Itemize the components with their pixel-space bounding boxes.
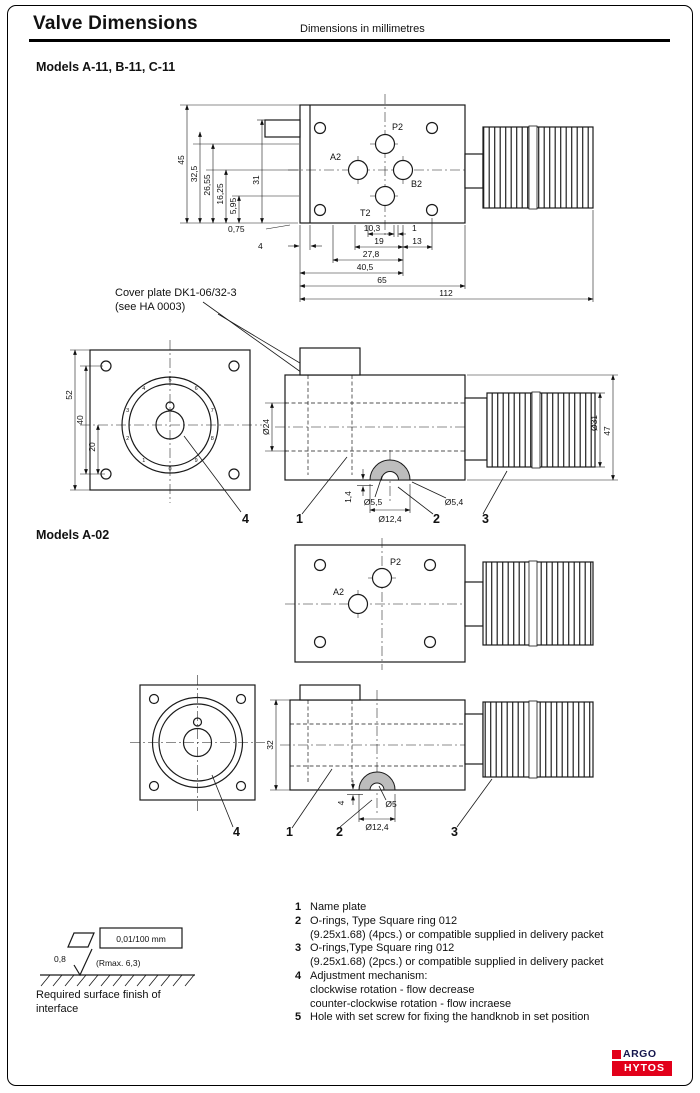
roughness-value: 0,8 bbox=[54, 954, 66, 964]
a02-top-view-drawing bbox=[280, 538, 620, 678]
page-title: Valve Dimensions bbox=[33, 13, 198, 34]
callout-1: 1 bbox=[286, 825, 293, 839]
legend-num-5: 5 bbox=[295, 1011, 302, 1024]
dim-dia5-5: Ø5,5 bbox=[363, 497, 383, 507]
callout-1: 1 bbox=[296, 512, 303, 526]
legend-num-1: 1 bbox=[295, 901, 302, 913]
legend-item-5 bbox=[295, 1011, 687, 1025]
surface-caption-line1: Required surface finish of bbox=[36, 989, 161, 1001]
dim-dia5-4: Ø5,4 bbox=[444, 497, 464, 507]
argo-hytos-logo bbox=[612, 1048, 672, 1076]
port-label-b2: B2 bbox=[411, 179, 423, 189]
legend-text: Adjustment mechanism: bbox=[310, 969, 428, 982]
svg-text:6: 6 bbox=[194, 386, 198, 392]
legend-item-3 bbox=[295, 942, 687, 970]
svg-text:9: 9 bbox=[194, 458, 198, 464]
dim-4: 4 bbox=[336, 800, 346, 806]
handknob-top-view bbox=[465, 126, 593, 209]
dim-31: 31 bbox=[251, 175, 261, 185]
logo-red-square bbox=[612, 1050, 621, 1059]
a11-front-side-drawing bbox=[55, 335, 655, 535]
cover-plate-note-line2: (see HA 0003) bbox=[115, 301, 186, 313]
port-label-p2: P2 bbox=[392, 122, 404, 132]
legend-text: counter-clockwise rotation - flow incraese bbox=[310, 997, 512, 1010]
dim-1: 1 bbox=[412, 223, 417, 233]
hatching bbox=[41, 975, 194, 986]
svg-text:2: 2 bbox=[126, 435, 130, 442]
callout-2: 2 bbox=[433, 512, 440, 526]
callout-3: 3 bbox=[482, 512, 489, 526]
valve-body-outline bbox=[285, 538, 478, 670]
svg-text:8: 8 bbox=[210, 435, 214, 442]
callout-2: 2 bbox=[336, 825, 343, 839]
legend-item-4 bbox=[295, 970, 687, 1011]
legend-num-3: 3 bbox=[295, 942, 302, 955]
legend-item-1 bbox=[295, 901, 687, 915]
mounting-flange-view bbox=[130, 675, 265, 839]
roughness-symbol bbox=[74, 949, 92, 975]
svg-text:0: 0 bbox=[168, 466, 172, 473]
section-heading-a02: Models A-02 bbox=[36, 528, 110, 542]
svg-text:7: 7 bbox=[210, 408, 214, 415]
callout-4: 4 bbox=[242, 512, 249, 526]
dim-0-75: 0,75 bbox=[228, 224, 245, 234]
dim-40-5: 40,5 bbox=[356, 262, 374, 272]
dim-65: 65 bbox=[377, 275, 387, 285]
section-heading-a11: Models A-11, B-11, C-11 bbox=[36, 60, 176, 74]
logo-hytos-text: HYTOS bbox=[612, 1061, 672, 1076]
legend-text: (9.25x1.68) (2pcs.) or compatible supplied in delivery packet bbox=[310, 956, 604, 969]
dim-13: 13 bbox=[412, 236, 422, 246]
dim-47: 47 bbox=[602, 426, 612, 436]
port-label-p2: P2 bbox=[390, 557, 402, 567]
dim-10-3: 10,3 bbox=[363, 223, 381, 233]
svg-text:3: 3 bbox=[126, 408, 130, 415]
dim-112: 112 bbox=[439, 288, 453, 298]
legend-text: Name plate bbox=[310, 901, 367, 913]
handknob-side-view bbox=[465, 375, 618, 526]
header-subtitle: Dimensions in millimetres bbox=[300, 23, 425, 35]
dim-dia31: Ø31 bbox=[589, 414, 599, 432]
port-label-a2: A2 bbox=[330, 152, 342, 162]
legend-text: Hole with set screw for fixing the handknob in set position bbox=[310, 1011, 590, 1024]
port-label-a2: A2 bbox=[333, 587, 345, 597]
flatness-value: 0,01/100 mm bbox=[116, 934, 166, 944]
rmax-value: (Rmax. 6,3) bbox=[96, 958, 141, 968]
dim-1-4: 1,4 bbox=[343, 491, 353, 503]
dim-52: 52 bbox=[64, 390, 74, 400]
dim-dia5: Ø5 bbox=[385, 799, 397, 809]
dim-dia24: Ø24 bbox=[261, 418, 271, 436]
dim-19: 19 bbox=[374, 236, 384, 246]
dim-dia12-4: Ø12,4 bbox=[365, 822, 389, 832]
mounting-flange-view bbox=[64, 340, 262, 526]
surface-finish-symbol bbox=[30, 915, 260, 995]
valve-body-outline bbox=[265, 94, 480, 238]
surface-caption-line2: interface bbox=[36, 1003, 79, 1015]
dim-45: 45 bbox=[176, 155, 186, 165]
dim-5-95: 5,95 bbox=[228, 197, 238, 215]
dim-20: 20 bbox=[87, 442, 97, 452]
svg-text:4: 4 bbox=[142, 386, 146, 392]
dim-26-55: 26,55 bbox=[202, 174, 212, 196]
dim-16-25: 16,25 bbox=[215, 183, 225, 205]
flatness-symbol bbox=[68, 933, 94, 947]
header-rule bbox=[29, 39, 670, 42]
logo-argo-text: ARGO bbox=[623, 1048, 657, 1060]
valve-body-side-view bbox=[265, 685, 475, 839]
legend-item-2 bbox=[295, 915, 687, 943]
svg-text:1: 1 bbox=[142, 458, 146, 464]
dim-32: 32 bbox=[265, 740, 275, 750]
dim-dia12-4: Ø12,4 bbox=[378, 514, 402, 524]
legend-text: O-rings,Type Square ring 012 bbox=[310, 942, 455, 955]
handknob-top-view bbox=[465, 561, 593, 646]
callout-4: 4 bbox=[233, 825, 240, 839]
dim-32-5: 32,5 bbox=[189, 165, 199, 183]
legend-text: clockwise rotation - flow decrease bbox=[310, 983, 475, 996]
logo-top-row bbox=[612, 1048, 672, 1060]
port-label-t2: T2 bbox=[360, 208, 371, 218]
legend-text: (9.25x1.68) (4pcs.) or compatible supplied in delivery packet bbox=[310, 928, 604, 941]
surface-finish-caption bbox=[36, 988, 161, 1016]
dim-27-8: 27,8 bbox=[362, 249, 380, 259]
legend-text: O-rings, Type Square ring 012 bbox=[310, 914, 458, 927]
callout-3: 3 bbox=[451, 825, 458, 839]
legend-num-4: 4 bbox=[295, 969, 302, 982]
dim-4: 4 bbox=[258, 241, 263, 251]
svg-text:5: 5 bbox=[168, 377, 172, 384]
a02-front-side-drawing bbox=[125, 672, 665, 847]
valve-body-side-view bbox=[261, 348, 475, 526]
dim-40: 40 bbox=[75, 415, 85, 425]
cover-plate-note-line1: Cover plate DK1-06/32-3 bbox=[115, 287, 237, 299]
parts-legend bbox=[295, 901, 687, 1025]
handknob-side-view bbox=[451, 701, 593, 839]
legend-num-2: 2 bbox=[295, 914, 302, 927]
